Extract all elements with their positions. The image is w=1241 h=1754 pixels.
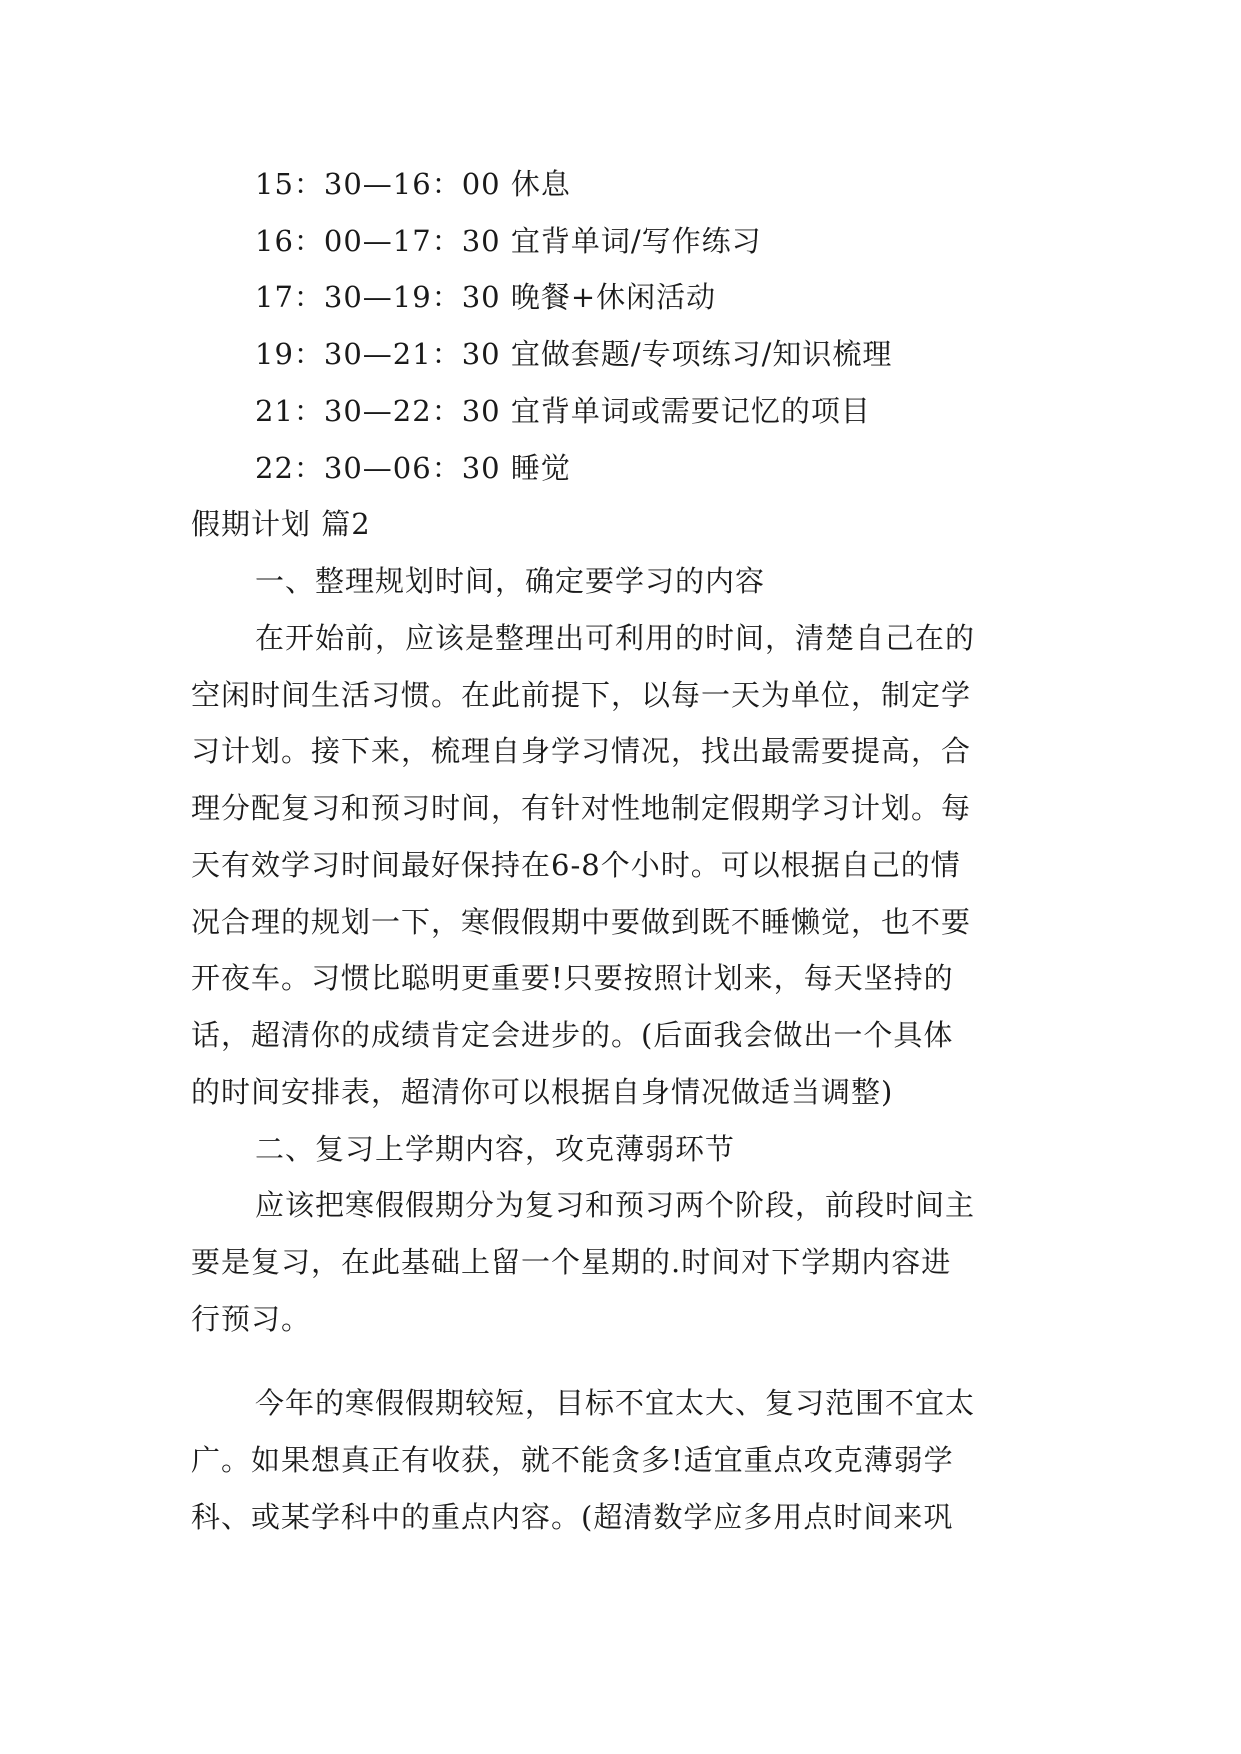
paragraph-line: 行预习。: [191, 1302, 312, 1336]
subheading-2: 二、复习上学期内容，攻克薄弱环节: [255, 1132, 736, 1166]
schedule-line: 21：30—22：30 宜背单词或需要记忆的项目: [255, 394, 871, 428]
paragraph-line: 天有效学习时间最好保持在6-8个小时。可以根据自己的情: [191, 848, 961, 882]
paragraph-line: 今年的寒假假期较短，目标不宜太大、复习范围不宜太: [255, 1386, 976, 1420]
schedule-line: 17：30—19：30 晚餐+休闲活动: [255, 280, 717, 314]
schedule-line: 22：30—06：30 睡觉: [255, 451, 571, 485]
paragraph-line: 理分配复习和预习时间，有针对性地制定假期学习计划。每: [191, 791, 972, 825]
paragraph-line: 应该把寒假假期分为复习和预习两个阶段，前段时间主: [255, 1188, 976, 1222]
section-title: 假期计划 篇2: [191, 507, 371, 541]
paragraph-line: 广。如果想真正有收获，就不能贪多!适宜重点攻克薄弱学: [191, 1443, 954, 1477]
paragraph-line: 空闲时间生活习惯。在此前提下，以每一天为单位，制定学: [191, 678, 972, 712]
paragraph-line: 要是复习，在此基础上留一个星期的.时间对下学期内容进: [191, 1245, 952, 1279]
paragraph-line: 开夜车。习惯比聪明更重要!只要按照计划来，每天坚持的: [191, 961, 954, 995]
paragraph-line: 在开始前，应该是整理出可利用的时间，清楚自己在的: [255, 621, 976, 655]
schedule-line: 16：00—17：30 宜背单词/写作练习: [255, 224, 762, 258]
paragraph-line: 况合理的规划一下，寒假假期中要做到既不睡懒觉，也不要: [191, 905, 972, 939]
paragraph-line: 习计划。接下来，梳理自身学习情况，找出最需要提高，合: [191, 734, 972, 768]
paragraph-line: 科、或某学科中的重点内容。(超清数学应多用点时间来巩: [191, 1500, 954, 1534]
subheading-1: 一、整理规划时间，确定要学习的内容: [255, 564, 766, 598]
paragraph-line: 的时间安排表，超清你可以根据自身情况做适当调整): [191, 1075, 894, 1109]
schedule-line: 19：30—21：30 宜做套题/专项练习/知识梳理: [255, 337, 893, 371]
schedule-line: 15：30—16：00 休息: [255, 167, 571, 201]
paragraph-line: 话，超清你的成绩肯定会进步的。(后面我会做出一个具体: [191, 1018, 954, 1052]
